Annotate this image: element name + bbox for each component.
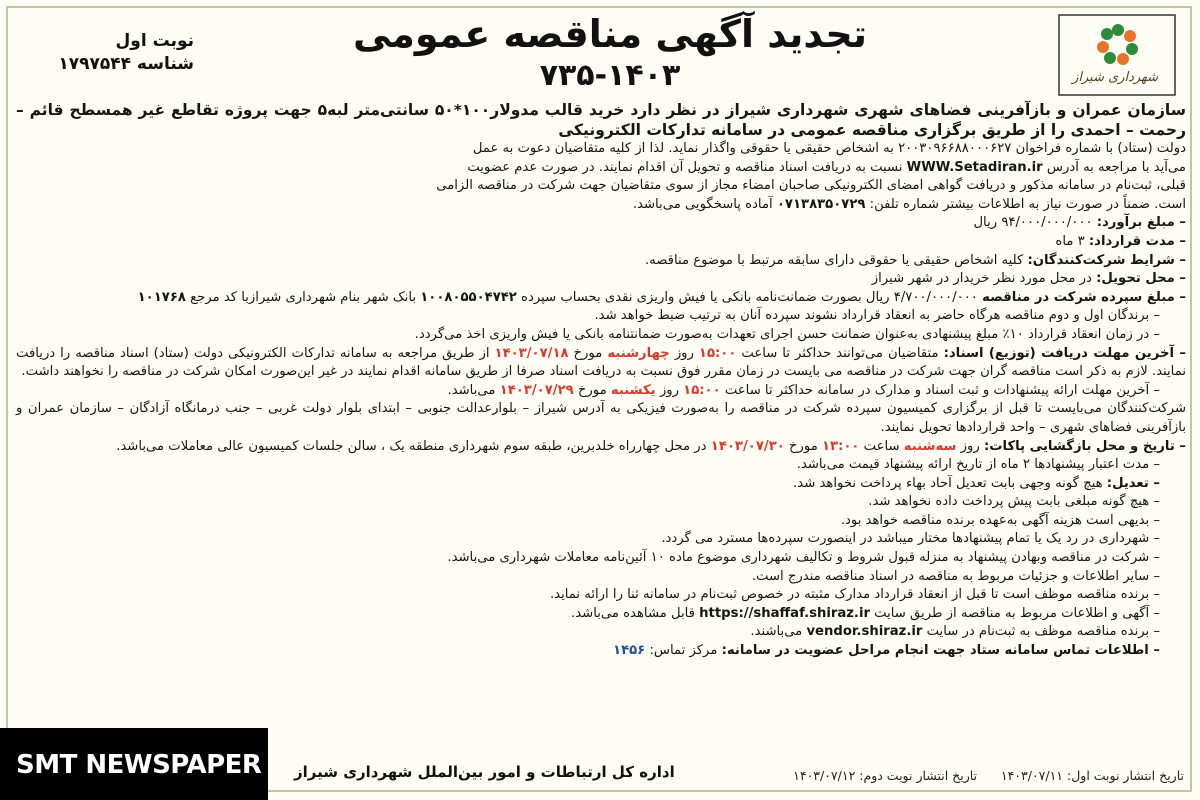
submit-text-a: – آخرین مهلت ارائه پیشنهادات و ثبت اسناد و مدارک در سامانه حداکثر تا ساعت [724, 382, 1160, 398]
intro-2b: نسبت به دریافت اسناد مناقصه و تحویل آن اقدام نمایند. در صورت عدم عضویت [467, 159, 903, 175]
adjust-row [16, 475, 1186, 494]
date-second: تاریخ انتشار نوبت دوم: ۱۴۰۳/۰۷/۱۲ [793, 768, 978, 783]
contact-label: – اطلاعات تماس سامانه ستاد جهت انجام مراحل عضویت در سامانه: [721, 643, 1160, 659]
duration-label: – مدت قرارداد: [1088, 233, 1186, 249]
brand-label: SMT NEWSPAPER [16, 750, 262, 780]
conditions-value: کلیه اشخاص حقیقی یا حقوقی دارای سابقه مرتبط با موضوع مناقصه. [644, 252, 1024, 268]
deadline-text-a: متقاضیان می‌توانند حداکثر تا ساعت [741, 345, 939, 361]
shaffaf-row [16, 605, 1186, 624]
opening-text-d: در محل چهارراه خلدبرین، طبقه سوم شهرداری منطقه یک ، سالن جلسات کمیسیون عالی معاملات می‌باشد. [116, 438, 707, 454]
deposit-label: – مبلغ سپرده شرکت در مناقصه [982, 289, 1186, 305]
adjust-label: – تعدیل: [1106, 475, 1160, 491]
intro-2a: می‌آید با مراجعه به آدرس [1046, 159, 1186, 175]
intro-line-3: قبلی، ثبت‌نام در سامانه مذکور و دریافت گواهی امضای الکترونیکی صاحبان امضاء مجاز از سوی متقاضیان جهت شرکت در مناقصه الزامی [436, 178, 1186, 194]
delivery-row [16, 270, 1186, 289]
deadline-text-d: از طریق مراجعه به سامانه تدارکات الکترونیکی دولت (ستاد) اسناد مناقصه را دریافت نمایند. لازم به ذکر است مناقصه گران جهت شرکت در مناقصه می بایست در زمان مقرر فوق نسبت به دریافت اسناد صرفا از طریق سامانه اقدام نمایند در غیر این‌صورت امکان شرکت در مناقصه را نخواهند داشت. [16, 345, 1186, 380]
intro-4a: است. ضمناً در صورت نیاز به اطلاعات بیشتر شماره تلفن: [869, 196, 1186, 212]
department-name: اداره کل ارتباطات و امور بین‌الملل شهرداری شیراز [294, 763, 675, 781]
shaffaf-text-a: – آگهی و اطلاعات مربوط به مناقصه از طریق سایت [874, 605, 1160, 621]
estimate-row [16, 214, 1186, 233]
conditions-label: – شرایط شرکت‌کنندگان: [1027, 252, 1186, 268]
deadline-text-c: مورخ [573, 345, 603, 361]
header [0, 0, 1200, 100]
shaffaf-link[interactable]: https://shaffaf.shiraz.ir [699, 605, 870, 621]
opening-label: – تاریخ و محل بازگشایی پاکات: [983, 438, 1186, 454]
submit-text-d: می‌باشد. [447, 382, 496, 398]
submit-row [16, 382, 1186, 401]
delivery-value: در محل مورد نظر خریدار در شهر شیراز [871, 271, 1092, 287]
submit-text-c: مورخ [577, 382, 607, 398]
vendor-row [16, 623, 1186, 642]
winner-duty-note: – برنده مناقصه موظف است تا قبل از انعقاد قرارداد مدارک مثبته در خصوص ثبت‌نام در سامانه ثنا را ارائه نماید. [549, 587, 1160, 603]
lead-paragraph: سازمان عمران و بازآفرینی فضاهای شهری شهرداری شیراز در نظر دارد خرید قالب مدولار۱۰۰*۵۰ سانتی‌متر لبه۵ جهت پروژه تقاطع غیر همسطح قائم – رحمت – احمدی را از طریق برگزاری مناقصه عمومی در سامانه تدارکات الکترونیکی [16, 101, 1186, 139]
deadline-day: چهارشنبه [607, 345, 670, 361]
submit-date: ۱۴۰۳/۰۷/۲۹ [499, 382, 574, 398]
shaffaf-text-b: قابل مشاهده می‌باشد. [571, 605, 695, 621]
intro-line-2 [16, 159, 1186, 178]
guarantee-note: – در زمان انعقاد قرارداد ۱۰٪ مبلغ پیشنهادی به‌عنوان ضمانت حسن اجرای تعهدات به‌صورت ضمانتنامه بانکی یا فیش واریزی اخذ می‌گردد. [414, 326, 1160, 342]
deadline-row [16, 345, 1186, 382]
deposit-value: ۴/۷۰۰/۰۰۰/۰۰۰ ریال بصورت ضمانت‌نامه بانکی یا فیش واریزی نقدی بحساب سپرده [521, 289, 978, 305]
submit-time: ۱۵:۰۰ [683, 382, 721, 398]
opening-row [16, 438, 1186, 457]
publication-dates [793, 768, 1184, 783]
reject-note: – شهرداری در رد یک یا تمام پیشنهادها مختار میباشد در اینصورت سپرده‌ها مسترد می گردد. [661, 531, 1160, 547]
vendor-text-a: – برنده مناقصه موظف به ثبت‌نام در سایت [926, 624, 1160, 640]
adcost-note: – بدیهی است هزینه آگهی به‌عهده برنده مناقصه خواهد بود. [840, 512, 1160, 528]
vendor-text-b: می‌باشند. [750, 624, 803, 640]
opening-text-a: روز [960, 438, 980, 454]
intro-line-1: دولت (ستاد) با شماره فراخوان ۲۰۰۳۰۹۶۶۸۸۰۰۰۶۲۷ به اشخاص حقیقی یا حقوقی واگذار نماید. لذا از کلیه متقاضیان دعوت به عمل [472, 141, 1186, 156]
physical-delivery-note: شرکت‌کنندگان می‌بایست تا قبل از برگزاری کمیسیون سپرده شرکت در مناقصه را به‌صورت فیزیکی به آدرس شیراز – بلوارعدالت جنوبی – ابتدای بلوار دولت غربی – جنب درمانگاه آزادگان – سازمان عمران و بازآفرینی فضاهای شهری – واحد قراردادها تحویل نمایند. [16, 401, 1186, 435]
prepay-note: – هیچ گونه مبلغی بابت پیش پرداخت داده نخواهد شد. [868, 494, 1160, 510]
page-title: تجدید آگهی مناقصه عمومی [352, 12, 868, 56]
conditions-row [16, 252, 1186, 271]
intro-4b: آماده پاسخگویی می‌باشد. [632, 196, 773, 212]
winners-note: – برندگان اول و دوم مناقصه هرگاه حاضر به انعقاد قرارداد نشوند سپرده آنان به ترتیب ضبط خواهد شد. [594, 308, 1160, 324]
phone-number: ۰۷۱۳۸۳۵۰۷۲۹ [776, 196, 866, 212]
submit-text-b: روز [659, 382, 679, 398]
opening-day: سه‌شنبه [903, 438, 957, 454]
contact-text: مرکز تماس: [649, 643, 718, 659]
accept-note: – شرکت در مناقصه وبهادن پیشنهاد به منزله قبول شروط و تکالیف شهرداری موضوع ماده ۱۰ آئین‌نامه معاملات شهرداری می‌باشد. [447, 550, 1160, 566]
estimate-value: ۹۴/۰۰۰/۰۰۰/۰۰۰ ریال [973, 215, 1093, 231]
deposit-ref: ۱۰۱۷۶۸ [137, 289, 186, 305]
deposit-value-2: بانک شهر بنام شهرداری شیرازبا کد مرجع [190, 289, 417, 305]
advertisement-body [16, 100, 1186, 661]
estimate-label: – مبلغ برآورد: [1096, 215, 1186, 231]
deadline-time: ۱۵:۰۰ [698, 345, 737, 361]
deposit-row [16, 289, 1186, 308]
setadiran-link[interactable]: WWW.Setadiran.ir [906, 159, 1043, 175]
intro-line-4 [16, 196, 1186, 215]
opening-text-c: مورخ [789, 438, 818, 454]
footer [268, 760, 1200, 800]
duration-row [16, 233, 1186, 252]
opening-text-b: ساعت [863, 438, 900, 454]
contact-number: ۱۴۵۶ [613, 643, 646, 659]
contact-row [16, 642, 1186, 661]
validity-note: – مدت اعتبار پیشنهادها ۲ ماه از تاریخ ارائه پیشنهاد قیمت می‌باشد. [796, 457, 1160, 473]
vendor-link[interactable]: vendor.shiraz.ir [806, 624, 923, 640]
logo-caption: شهرداری شیراز [1072, 70, 1158, 85]
other-note: – سایر اطلاعات و جزئیات مربوط به مناقصه در اسناد مناقصه مندرج است. [751, 568, 1160, 584]
delivery-label: – محل تحویل: [1096, 271, 1186, 287]
tender-number: ۷۳۵-۱۴۰۳ [539, 58, 681, 93]
deposit-account: ۱۰۰۸۰۵۵۰۴۷۴۲ [420, 289, 517, 305]
deadline-label: – آخرین مهلت دریافت (توزیع) اسناد: [943, 345, 1186, 361]
duration-value: ۳ ماه [1055, 233, 1085, 249]
publication-round [24, 30, 194, 76]
deadline-date: ۱۴۰۳/۰۷/۱۸ [494, 345, 569, 361]
opening-time: ۱۳:۰۰ [821, 438, 860, 454]
date-first: تاریخ انتشار نوبت اول: ۱۴۰۳/۰۷/۱۱ [1000, 768, 1184, 783]
adjust-value: هیچ گونه وجهی بابت تعدیل آحاد بهاء پرداخت نخواهد شد. [793, 475, 1103, 491]
deadline-text-b: روز [674, 345, 694, 361]
round-label: نوبت اول [115, 31, 194, 51]
id-label: شناسه ۱۷۹۷۵۴۴ [58, 54, 194, 74]
opening-date: ۱۴۰۳/۰۷/۳۰ [710, 438, 785, 454]
newspaper-brand-badge [0, 728, 268, 800]
submit-day: یکشنبه [610, 382, 656, 398]
